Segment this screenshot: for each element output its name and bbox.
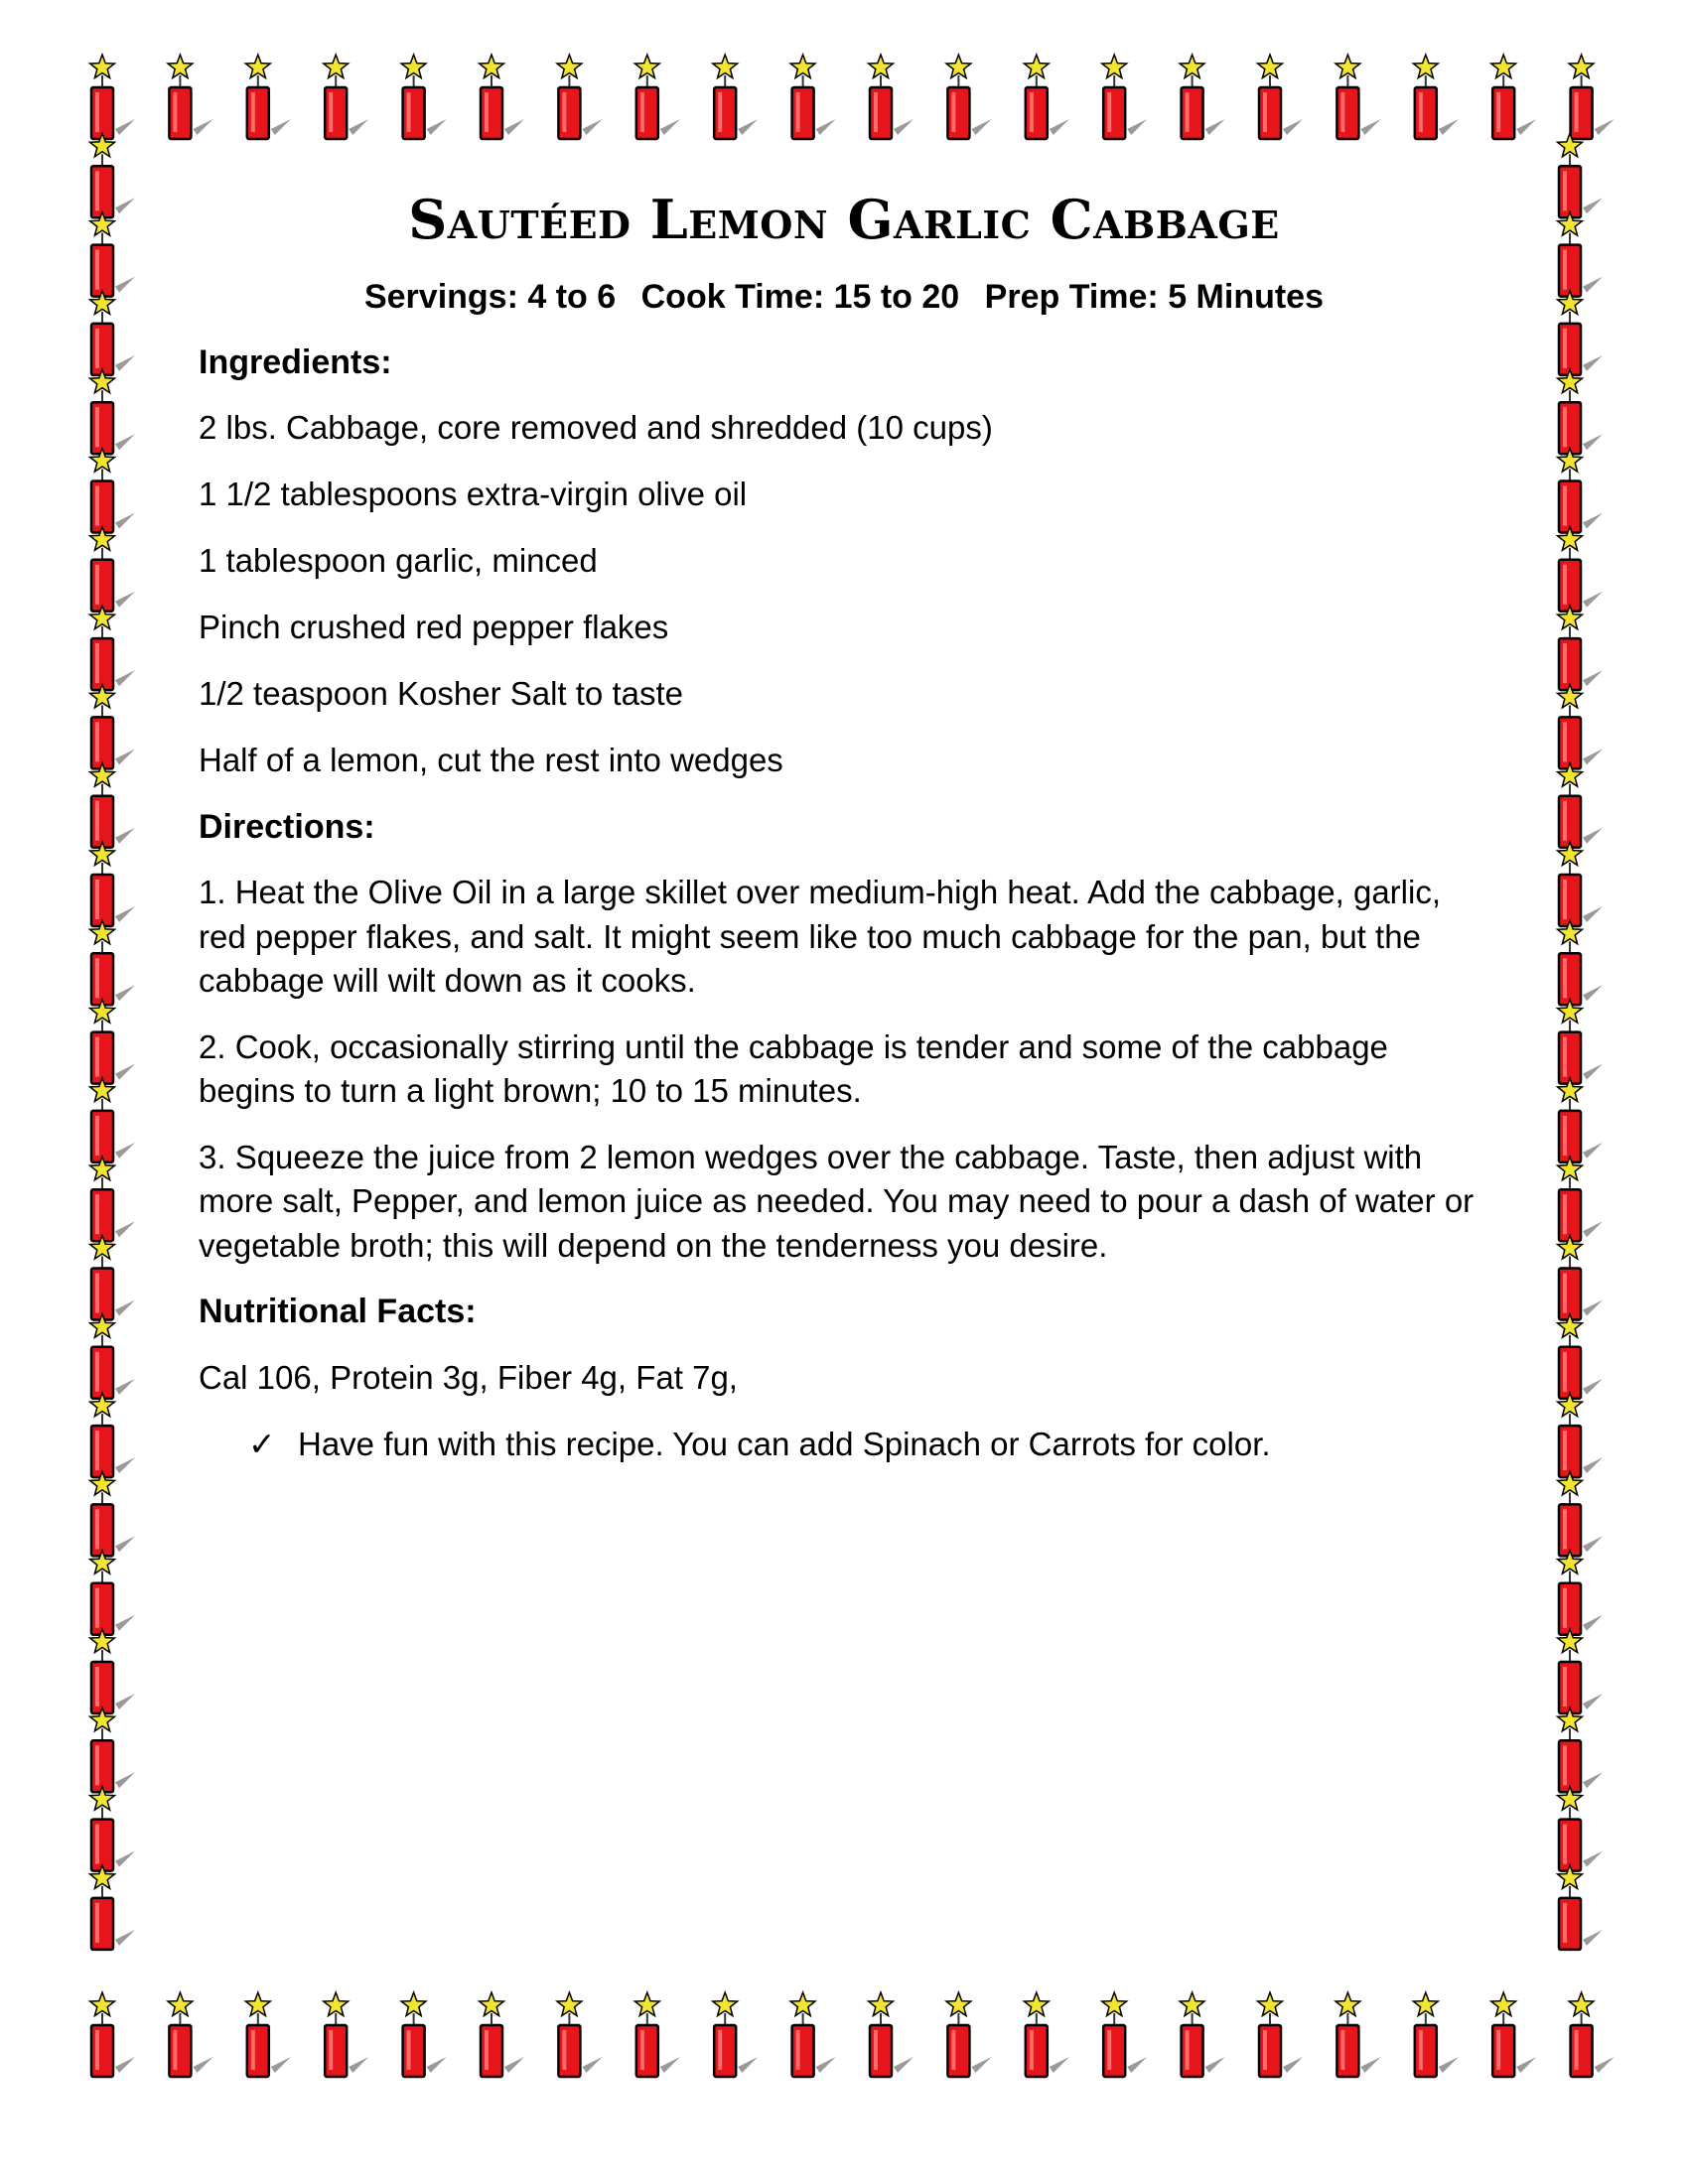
firecracker-icon [90, 1236, 135, 1320]
firecracker-icon [90, 1471, 135, 1556]
firecracker-icon [168, 1992, 212, 2077]
firecracker-icon [90, 1787, 135, 1871]
direction-step: 1. Heat the Olive Oil in a large skillet over medium-high heat. Add the cabbage, garlic, red pepper flakes, and salt. It might seem like too much cabbage for the pan, but the cabbage will wilt down as it cooks. [199, 874, 1442, 1000]
firecracker-icon [90, 1992, 135, 2077]
firecracker-icon [90, 1314, 135, 1399]
firecracker-icon [324, 1992, 368, 2077]
firecracker-icon [90, 920, 135, 1005]
recipe-page [199, 189, 1489, 1466]
ingredient-item: 2 lbs. Cabbage, core removed and shredded (10 cups) [199, 409, 993, 447]
nutrition-heading: Nutritional Facts: [199, 1293, 477, 1331]
firecracker-icon [713, 55, 758, 139]
firecracker-icon [1558, 1471, 1603, 1556]
firecracker-icon [634, 55, 679, 139]
recipe-title: Sautéed Lemon Garlic Cabbage [408, 188, 1280, 251]
prep-time: Prep Time: 5 Minutes [984, 278, 1325, 317]
firecracker-icon [90, 1865, 135, 1950]
ingredient-item: Half of a lemon, cut the rest into wedges [199, 742, 783, 779]
firecracker-icon [90, 842, 135, 926]
firecracker-icon [1558, 763, 1603, 848]
firecracker-icon [1558, 133, 1603, 217]
firecracker-icon [1336, 1992, 1380, 2077]
firecracker-icon [790, 55, 835, 139]
ingredient-item: 1 1/2 tablespoons extra-virgin olive oil [199, 476, 748, 513]
firecracker-icon [90, 1078, 135, 1162]
firecracker-icon [869, 55, 914, 139]
firecracker-icon [1558, 606, 1603, 690]
cook-time: Cook Time: 15 to 20 [640, 278, 960, 317]
firecracker-icon [1491, 1992, 1536, 2077]
checkmark-icon: ✓ [248, 1424, 276, 1463]
firecracker-icon [1558, 1078, 1603, 1162]
firecracker-icon [1558, 684, 1603, 768]
firecracker-icon [1558, 1551, 1603, 1635]
ingredient-item: 1 tablespoon garlic, minced [199, 542, 598, 580]
firecracker-icon [557, 1992, 602, 2077]
firecracker-icon [1558, 842, 1603, 926]
firecracker-icon [1558, 920, 1603, 1005]
firecracker-icon [1558, 527, 1603, 612]
recipe-meta [199, 278, 1489, 317]
firecracker-icon [1558, 1314, 1603, 1399]
firecracker-icon [324, 55, 368, 139]
nutrition-facts: Cal 106, Protein 3g, Fiber 4g, Fat 7g, [199, 1358, 738, 1396]
firecracker-icon [634, 1992, 679, 2077]
firecracker-icon [401, 55, 446, 139]
firecracker-icon [1558, 1236, 1603, 1320]
firecracker-icon [557, 55, 602, 139]
firecracker-icon [90, 369, 135, 454]
firecracker-icon [1558, 1707, 1603, 1792]
firecracker-icon [1558, 1629, 1603, 1713]
firecracker-icon [245, 1992, 290, 2077]
firecracker-icon [869, 1992, 914, 2077]
firecracker-icon [1569, 1992, 1614, 2077]
directions-list [199, 871, 1489, 1268]
firecracker-icon [90, 449, 135, 533]
firecracker-icon [90, 1157, 135, 1241]
firecracker-icon [90, 1393, 135, 1477]
firecracker-icon [90, 1707, 135, 1792]
firecracker-icon [1491, 55, 1536, 139]
direction-step: 2. Cook, occasionally stirring until the cabbage is tender and some of the cabbage begins to turn a light brown; 10 to 15 minutes. [199, 1027, 1388, 1110]
servings: Servings: 4 to 6 [363, 278, 617, 317]
firecracker-icon [90, 133, 135, 217]
firecracker-icon [168, 55, 212, 139]
firecracker-icon [1413, 55, 1458, 139]
firecracker-icon [1558, 212, 1603, 297]
firecracker-icon [1413, 1992, 1458, 2077]
ingredient-item: 1/2 teaspoon Kosher Salt to taste [199, 675, 683, 713]
firecracker-icon [90, 1629, 135, 1713]
firecracker-icon [1258, 1992, 1303, 2077]
firecracker-icon [1558, 1157, 1603, 1241]
firecracker-icon [1336, 55, 1380, 139]
firecracker-icon [946, 55, 991, 139]
firecracker-icon [1558, 1000, 1603, 1084]
firecracker-icon [90, 763, 135, 848]
firecracker-icon [90, 55, 135, 139]
firecracker-icon [1024, 55, 1068, 139]
firecracker-icon [90, 1000, 135, 1084]
firecracker-icon [946, 1992, 991, 2077]
firecracker-icon [1258, 55, 1303, 139]
firecracker-icon [90, 1551, 135, 1635]
ingredients-heading: Ingredients: [199, 343, 392, 382]
firecracker-icon [90, 212, 135, 297]
firecracker-icon [90, 527, 135, 612]
tip-note [248, 1423, 1489, 1466]
firecracker-icon [1102, 55, 1147, 139]
firecracker-icon [1558, 1787, 1603, 1871]
firecracker-icon [90, 606, 135, 690]
firecracker-icon [790, 1992, 835, 2077]
firecracker-icon [1180, 1992, 1224, 2077]
firecracker-icon [480, 55, 524, 139]
directions-heading: Directions: [199, 808, 375, 847]
firecracker-icon [1102, 1992, 1147, 2077]
ingredients-list [199, 406, 1489, 782]
ingredient-item: Pinch crushed red pepper flakes [199, 609, 669, 646]
firecracker-icon [401, 1992, 446, 2077]
tip-text: Have fun with this recipe. You can add Spinach or Carrots for color. [298, 1425, 1271, 1462]
firecracker-icon [1558, 291, 1603, 375]
firecracker-icon [1558, 449, 1603, 533]
firecracker-icon [1024, 1992, 1068, 2077]
direction-step: 3. Squeeze the juice from 2 lemon wedges over the cabbage. Taste, then adjust with more salt, Pepper, and lemon juice as needed. You may need to pour a dash of water or vegetable broth; this will depend on the tenderness you desire. [199, 1138, 1475, 1264]
firecracker-icon [245, 55, 290, 139]
firecracker-icon [1569, 55, 1614, 139]
firecracker-icon [1558, 1393, 1603, 1477]
firecracker-icon [1180, 55, 1224, 139]
firecracker-icon [1558, 369, 1603, 454]
firecracker-icon [1558, 1865, 1603, 1950]
firecracker-icon [713, 1992, 758, 2077]
firecracker-icon [90, 291, 135, 375]
firecracker-icon [480, 1992, 524, 2077]
firecracker-icon [90, 684, 135, 768]
